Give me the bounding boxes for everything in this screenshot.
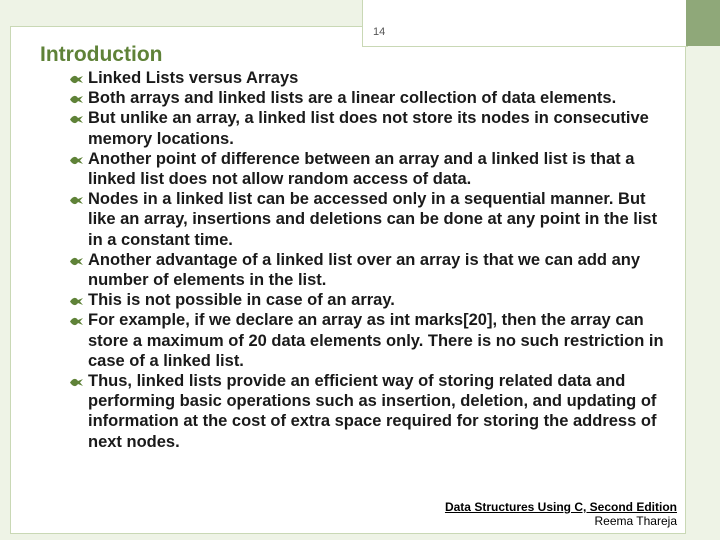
fleuron-icon <box>70 156 83 165</box>
bullet-item: But unlike an array, a linked list does not store its nodes in consecutive memory locations. <box>70 108 670 148</box>
fleuron-icon <box>70 75 83 84</box>
fleuron-icon <box>70 257 83 266</box>
footer-citation <box>445 500 677 528</box>
slide-number: 14 <box>373 26 386 38</box>
slide-number-tab <box>362 0 688 47</box>
fleuron-icon <box>70 317 83 326</box>
bullet-item: For example, if we declare an array as int marks[20], then the array can store a maximum of 20 data elements only. There is no such restriction in case of a linked list. <box>70 310 670 371</box>
bullet-list <box>70 68 670 452</box>
fleuron-icon <box>70 115 83 124</box>
accent-block <box>686 0 720 46</box>
fleuron-icon <box>70 378 83 387</box>
bullet-item: Nodes in a linked list can be accessed only in a sequential manner. But like an array, insertions and deletions can be done at any point in the list in a constant time. <box>70 189 670 250</box>
bullet-item: This is not possible in case of an array. <box>70 290 670 310</box>
fleuron-icon <box>70 297 83 306</box>
bullet-item: Linked Lists versus Arrays <box>70 68 670 88</box>
fleuron-icon <box>70 196 83 205</box>
bullet-item: Both arrays and linked lists are a linear collection of data elements. <box>70 88 670 108</box>
fleuron-icon <box>70 95 83 104</box>
slide-title: Introduction <box>40 43 163 66</box>
bullet-item: Another point of difference between an array and a linked list is that a linked list does not allow random access of data. <box>70 149 670 189</box>
bullet-item: Thus, linked lists provide an efficient way of storing related data and performing basic operations such as insertion, deletion, and updating of information at the cost of extra space required for storing the address of next nodes. <box>70 371 670 452</box>
author-name: Reema Thareja <box>594 514 677 528</box>
book-title: Data Structures Using C, Second Edition <box>444 500 677 514</box>
bullet-item: Another advantage of a linked list over an array is that we can add any number of elements in the list. <box>70 250 670 290</box>
